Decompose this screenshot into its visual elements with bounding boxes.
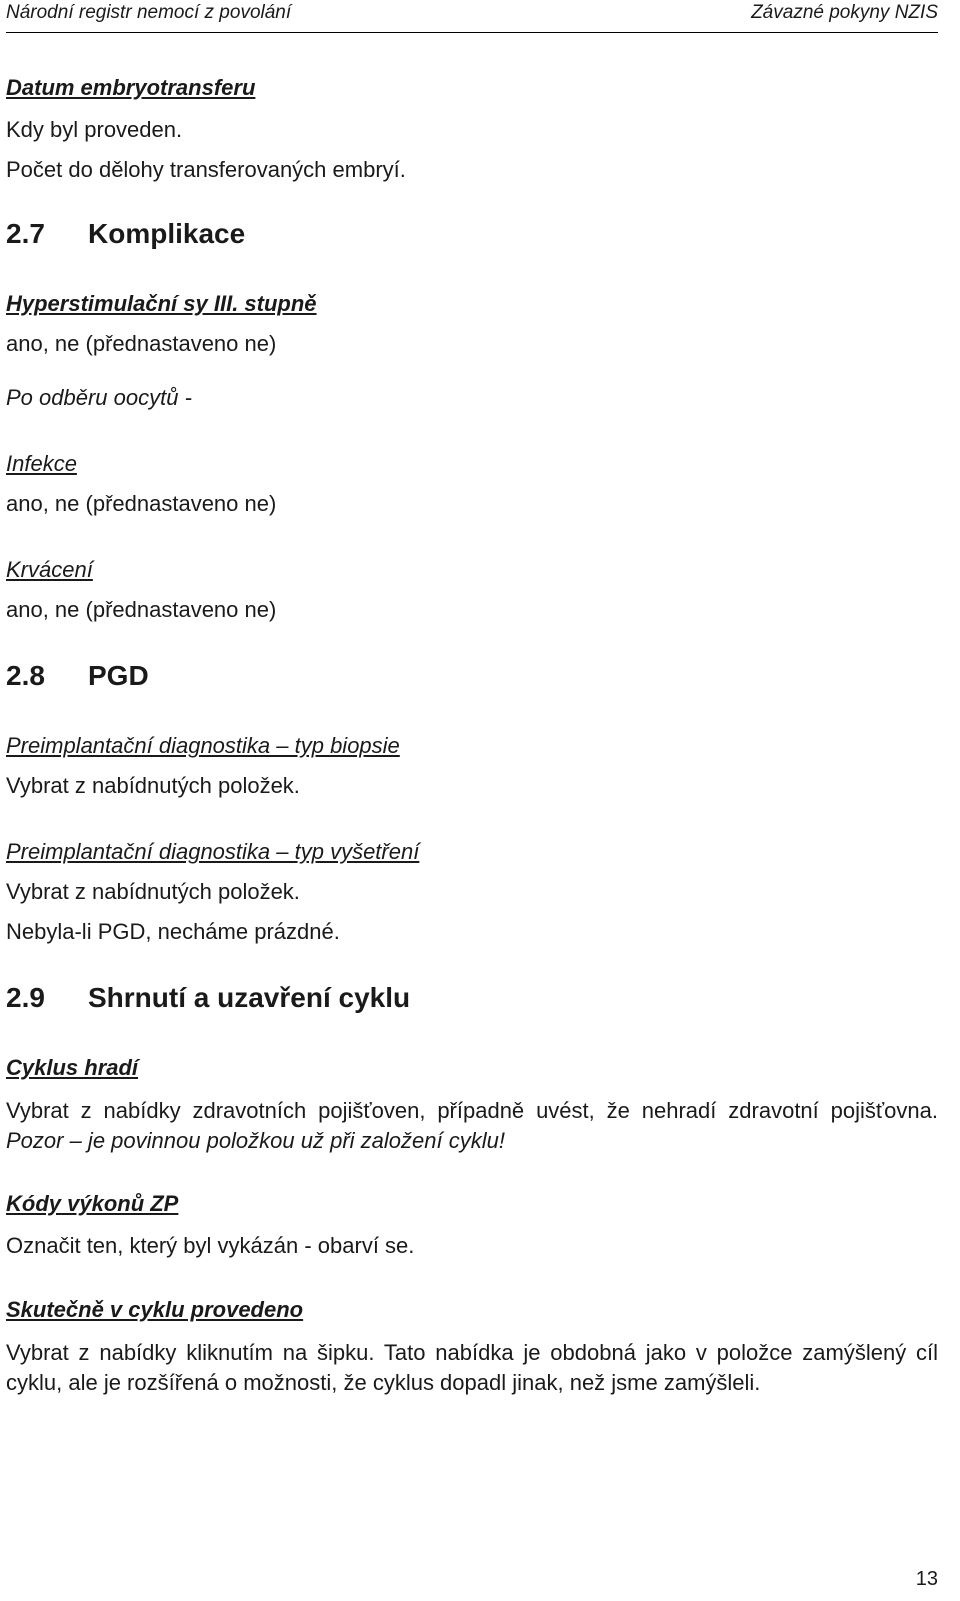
payer-warning: Pozor – je povinnou položkou už při založení cyklu! (6, 1128, 505, 1153)
infection-label: Infekce (6, 451, 77, 476)
section-2-9-heading (6, 982, 938, 1014)
pgd-biopsy-value: Vybrat z nabídnutých položek. (6, 773, 300, 798)
section-number: 2.8 (6, 660, 45, 691)
actually-performed-text: Vybrat z nabídky kliknutím na šipku. Tato nabídka je obdobná jako v položce zamýšlený cíl cyklu, ale je rozšířená o možnosti, že cyklus dopadl jinak, než jsme zamýšleli. (6, 1340, 938, 1395)
section-title: Shrnutí a uzavření cyklu (88, 982, 411, 1013)
pgd-exam-value: Vybrat z nabídnutých položek. (6, 879, 300, 904)
hyperstimulation-value: ano, ne (přednastaveno ne) (6, 331, 277, 356)
section-2-8-heading (6, 660, 938, 692)
procedure-codes-text: Označit ten, který byl vykázán - obarví se. (6, 1233, 415, 1258)
pgd-empty-note: Nebyla-li PGD, necháme prázdné. (6, 919, 340, 944)
payer-text (6, 1096, 938, 1156)
hyperstimulation-label: Hyperstimulační sy III. stupně (6, 291, 317, 316)
header-registry-title: Národní registr nemocí z povolání (6, 2, 292, 23)
section-number: 2.9 (6, 982, 45, 1013)
header-document-title: Závazné pokyny NZIS (751, 2, 938, 23)
section-number: 2.7 (6, 218, 45, 249)
section-title: Komplikace (88, 218, 246, 249)
page-header (6, 0, 938, 34)
procedure-codes-label: Kódy výkonů ZP (6, 1191, 179, 1216)
page-number: 13 (915, 1568, 938, 1590)
payer-instructions: Vybrat z nabídky zdravotních pojišťoven, případně uvést, že nehradí zdravotní pojišťovna. (6, 1098, 938, 1123)
infection-value: ano, ne (přednastaveno ne) (6, 491, 277, 516)
section-2-7-heading (6, 218, 938, 250)
header-rule (6, 32, 938, 33)
bleeding-value: ano, ne (přednastaveno ne) (6, 597, 277, 622)
embryotransfer-desc-2: Počet do dělohy transferovaných embryí. (6, 157, 406, 182)
pgd-exam-label: Preimplantační diagnostika – typ vyšetření (6, 839, 420, 864)
payer-label: Cyklus hradí (6, 1055, 139, 1080)
bleeding-label: Krvácení (6, 557, 93, 582)
embryotransfer-desc-1: Kdy byl proveden. (6, 117, 183, 142)
pgd-biopsy-label: Preimplantační diagnostika – typ biopsie (6, 733, 400, 758)
embryotransfer-label: Datum embryotransferu (6, 75, 256, 100)
after-oocyte-retrieval-label: Po odběru oocytů - (6, 385, 192, 410)
actually-performed-label: Skutečně v cyklu provedeno (6, 1297, 304, 1322)
section-title: PGD (88, 660, 149, 691)
